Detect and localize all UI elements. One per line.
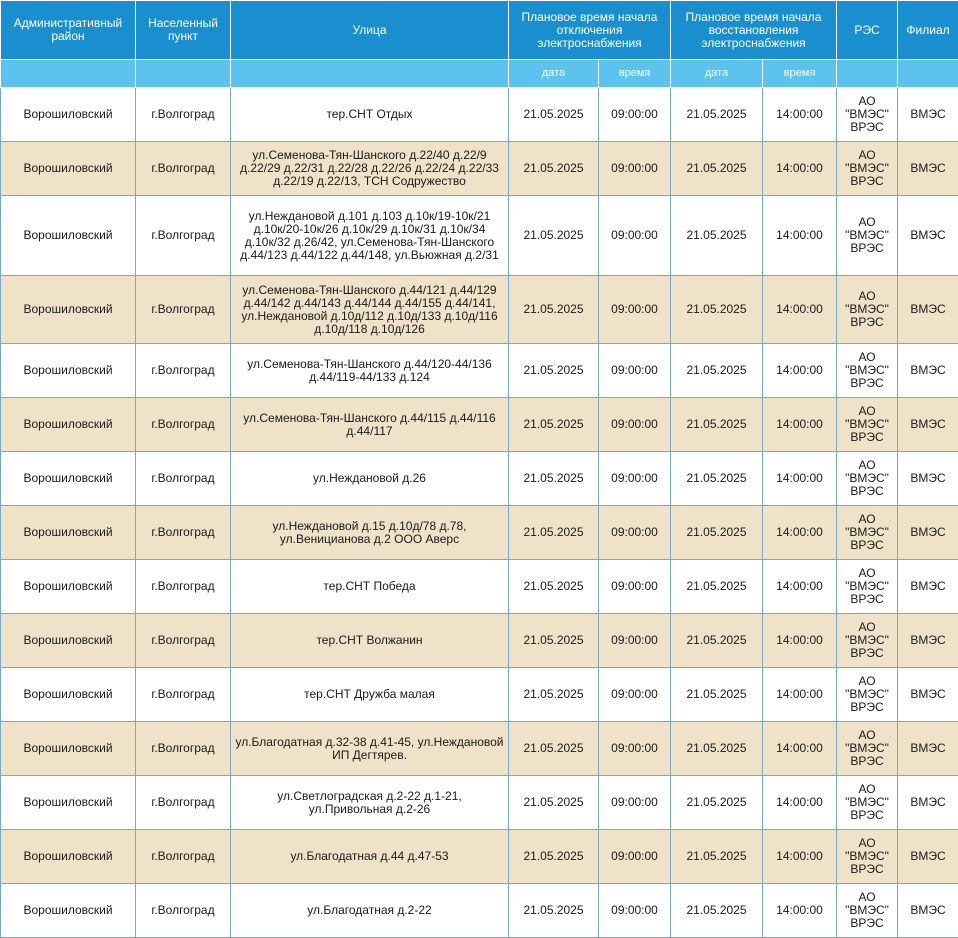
res-cell: АО "ВМЭС" ВРЭС xyxy=(837,722,898,776)
district-cell: Ворошиловский xyxy=(1,668,136,722)
off-time-cell: 09:00:00 xyxy=(599,344,671,398)
street-cell: ул.Семенова-Тян-Шанского д.44/121 д.44/129 д.44/142 д.44/143 д.44/144 д.44/155 д.44/141, ул.Неждановой д.10д/112 д.10д/133 д.10д/116 д.10д/118 д.10д/126 xyxy=(231,276,509,344)
off-time-cell: 09:00:00 xyxy=(599,614,671,668)
branch-cell: ВМЭС xyxy=(898,506,958,560)
branch-cell: ВМЭС xyxy=(898,398,958,452)
table-row xyxy=(1,142,958,196)
on-time-cell: 14:00:00 xyxy=(763,614,837,668)
on-time-cell: 14:00:00 xyxy=(763,506,837,560)
street-cell: ул.Неждановой д.26 xyxy=(231,452,509,506)
street-cell: тер.СНТ Волжанин xyxy=(231,614,509,668)
res-cell: АО "ВМЭС" ВРЭС xyxy=(837,196,898,276)
branch-cell: ВМЭС xyxy=(898,776,958,830)
res-cell: АО "ВМЭС" ВРЭС xyxy=(837,344,898,398)
locality-cell: г.Волгоград xyxy=(136,196,231,276)
street-cell: тер.СНТ Дружба малая xyxy=(231,668,509,722)
locality-cell: г.Волгоград xyxy=(136,276,231,344)
table-row xyxy=(1,344,958,398)
off-time-cell: 09:00:00 xyxy=(599,776,671,830)
res-cell: АО "ВМЭС" ВРЭС xyxy=(837,776,898,830)
subheader-empty xyxy=(136,60,231,88)
off-time-cell: 09:00:00 xyxy=(599,884,671,938)
district-cell: Ворошиловский xyxy=(1,344,136,398)
locality-cell: г.Волгоград xyxy=(136,506,231,560)
branch-cell: ВМЭС xyxy=(898,668,958,722)
off-time-cell: 09:00:00 xyxy=(599,506,671,560)
off-date-cell: 21.05.2025 xyxy=(509,614,599,668)
branch-cell: ВМЭС xyxy=(898,452,958,506)
on-date-cell: 21.05.2025 xyxy=(671,884,763,938)
on-date-cell: 21.05.2025 xyxy=(671,88,763,142)
locality-cell: г.Волгоград xyxy=(136,884,231,938)
table-row xyxy=(1,88,958,142)
off-time-cell: 09:00:00 xyxy=(599,142,671,196)
res-cell: АО "ВМЭС" ВРЭС xyxy=(837,452,898,506)
locality-cell: г.Волгоград xyxy=(136,776,231,830)
subheader-on-time: время xyxy=(763,60,837,88)
locality-cell: г.Волгоград xyxy=(136,668,231,722)
on-time-cell: 14:00:00 xyxy=(763,88,837,142)
header-res: РЭС xyxy=(837,1,898,60)
off-date-cell: 21.05.2025 xyxy=(509,276,599,344)
off-time-cell: 09:00:00 xyxy=(599,276,671,344)
res-cell: АО "ВМЭС" ВРЭС xyxy=(837,830,898,884)
district-cell: Ворошиловский xyxy=(1,276,136,344)
street-cell: ул.Благодатная д.32-38 д.41-45, ул.Неждановой ИП Дегтярев. xyxy=(231,722,509,776)
street-cell: ул.Семенова-Тян-Шанского д.44/120-44/136 д.44/119-44/133 д.124 xyxy=(231,344,509,398)
header-street: Улица xyxy=(231,1,509,60)
table-row xyxy=(1,276,958,344)
on-time-cell: 14:00:00 xyxy=(763,452,837,506)
street-cell: ул.Семенова-Тян-Шанского д.22/40 д.22/9 д.22/29 д.22/31 д.22/28 д.22/26 д.22/24 д.22/33 д.22/19 д.22/13, ТСН Содружество xyxy=(231,142,509,196)
table-row xyxy=(1,560,958,614)
on-time-cell: 14:00:00 xyxy=(763,722,837,776)
on-date-cell: 21.05.2025 xyxy=(671,776,763,830)
street-cell: тер.СНТ Отдых xyxy=(231,88,509,142)
on-date-cell: 21.05.2025 xyxy=(671,506,763,560)
off-date-cell: 21.05.2025 xyxy=(509,142,599,196)
locality-cell: г.Волгоград xyxy=(136,722,231,776)
branch-cell: ВМЭС xyxy=(898,344,958,398)
on-date-cell: 21.05.2025 xyxy=(671,452,763,506)
subheader-off-date: дата xyxy=(509,60,599,88)
off-time-cell: 09:00:00 xyxy=(599,196,671,276)
off-time-cell: 09:00:00 xyxy=(599,830,671,884)
district-cell: Ворошиловский xyxy=(1,560,136,614)
district-cell: Ворошиловский xyxy=(1,506,136,560)
on-date-cell: 21.05.2025 xyxy=(671,398,763,452)
off-time-cell: 09:00:00 xyxy=(599,722,671,776)
on-time-cell: 14:00:00 xyxy=(763,560,837,614)
on-date-cell: 21.05.2025 xyxy=(671,560,763,614)
district-cell: Ворошиловский xyxy=(1,88,136,142)
street-cell: ул.Благодатная д.2-22 xyxy=(231,884,509,938)
table-row xyxy=(1,196,958,276)
street-cell: тер.СНТ Победа xyxy=(231,560,509,614)
locality-cell: г.Волгоград xyxy=(136,614,231,668)
subheader-empty xyxy=(1,60,136,88)
res-cell: АО "ВМЭС" ВРЭС xyxy=(837,668,898,722)
branch-cell: ВМЭС xyxy=(898,196,958,276)
branch-cell: ВМЭС xyxy=(898,884,958,938)
locality-cell: г.Волгоград xyxy=(136,452,231,506)
on-date-cell: 21.05.2025 xyxy=(671,668,763,722)
off-date-cell: 21.05.2025 xyxy=(509,506,599,560)
district-cell: Ворошиловский xyxy=(1,452,136,506)
table-row xyxy=(1,506,958,560)
locality-cell: г.Волгоград xyxy=(136,88,231,142)
subheader-empty xyxy=(231,60,509,88)
table-row xyxy=(1,614,958,668)
street-cell: ул.Неждановой д.101 д.103 д.10к/19-10к/21 д.10к/20-10к/26 д.10к/29 д.10к/31 д.10к/34 д.10к/32 д.26/42, ул.Семенова-Тян-Шанского д.44/123 д.44/122 д.44/148, ул.Вьюжная д.2/31 xyxy=(231,196,509,276)
off-date-cell: 21.05.2025 xyxy=(509,668,599,722)
on-date-cell: 21.05.2025 xyxy=(671,142,763,196)
locality-cell: г.Волгоград xyxy=(136,830,231,884)
header-restore-start: Плановое время начала восстановления электроснабжения xyxy=(671,1,837,60)
off-date-cell: 21.05.2025 xyxy=(509,452,599,506)
street-cell: ул.Семенова-Тян-Шанского д.44/115 д.44/116 д.44/117 xyxy=(231,398,509,452)
table-row xyxy=(1,884,958,938)
off-date-cell: 21.05.2025 xyxy=(509,830,599,884)
on-time-cell: 14:00:00 xyxy=(763,668,837,722)
off-date-cell: 21.05.2025 xyxy=(509,884,599,938)
off-time-cell: 09:00:00 xyxy=(599,560,671,614)
off-date-cell: 21.05.2025 xyxy=(509,776,599,830)
off-date-cell: 21.05.2025 xyxy=(509,344,599,398)
table-header xyxy=(1,1,958,88)
header-branch: Филиал xyxy=(898,1,958,60)
header-locality: Населенный пункт xyxy=(136,1,231,60)
on-time-cell: 14:00:00 xyxy=(763,344,837,398)
off-date-cell: 21.05.2025 xyxy=(509,196,599,276)
locality-cell: г.Волгоград xyxy=(136,344,231,398)
district-cell: Ворошиловский xyxy=(1,142,136,196)
locality-cell: г.Волгоград xyxy=(136,142,231,196)
off-date-cell: 21.05.2025 xyxy=(509,722,599,776)
on-time-cell: 14:00:00 xyxy=(763,276,837,344)
branch-cell: ВМЭС xyxy=(898,722,958,776)
district-cell: Ворошиловский xyxy=(1,884,136,938)
street-cell: ул.Светлоградская д.2-22 д.1-21, ул.Привольная д.2-26 xyxy=(231,776,509,830)
district-cell: Ворошиловский xyxy=(1,776,136,830)
off-time-cell: 09:00:00 xyxy=(599,88,671,142)
on-time-cell: 14:00:00 xyxy=(763,196,837,276)
district-cell: Ворошиловский xyxy=(1,722,136,776)
off-date-cell: 21.05.2025 xyxy=(509,560,599,614)
subheader-on-date: дата xyxy=(671,60,763,88)
res-cell: АО "ВМЭС" ВРЭС xyxy=(837,142,898,196)
off-time-cell: 09:00:00 xyxy=(599,452,671,506)
street-cell: ул.Благодатная д.44 д.47-53 xyxy=(231,830,509,884)
on-time-cell: 14:00:00 xyxy=(763,830,837,884)
on-date-cell: 21.05.2025 xyxy=(671,276,763,344)
district-cell: Ворошиловский xyxy=(1,830,136,884)
on-date-cell: 21.05.2025 xyxy=(671,722,763,776)
table-row xyxy=(1,452,958,506)
table-row xyxy=(1,776,958,830)
table-row xyxy=(1,722,958,776)
branch-cell: ВМЭС xyxy=(898,142,958,196)
locality-cell: г.Волгоград xyxy=(136,398,231,452)
district-cell: Ворошиловский xyxy=(1,614,136,668)
table-row xyxy=(1,830,958,884)
on-time-cell: 14:00:00 xyxy=(763,776,837,830)
on-date-cell: 21.05.2025 xyxy=(671,614,763,668)
table-row xyxy=(1,398,958,452)
res-cell: АО "ВМЭС" ВРЭС xyxy=(837,614,898,668)
header-district: Административный район xyxy=(1,1,136,60)
res-cell: АО "ВМЭС" ВРЭС xyxy=(837,506,898,560)
off-time-cell: 09:00:00 xyxy=(599,668,671,722)
res-cell: АО "ВМЭС" ВРЭС xyxy=(837,398,898,452)
res-cell: АО "ВМЭС" ВРЭС xyxy=(837,88,898,142)
locality-cell: г.Волгоград xyxy=(136,560,231,614)
street-cell: ул.Неждановой д.15 д.10д/78 д.78, ул.Веницианова д.2 ООО Аверс xyxy=(231,506,509,560)
on-time-cell: 14:00:00 xyxy=(763,884,837,938)
off-time-cell: 09:00:00 xyxy=(599,398,671,452)
subheader-off-time: время xyxy=(599,60,671,88)
district-cell: Ворошиловский xyxy=(1,398,136,452)
branch-cell: ВМЭС xyxy=(898,88,958,142)
branch-cell: ВМЭС xyxy=(898,830,958,884)
branch-cell: ВМЭС xyxy=(898,614,958,668)
subheader-empty xyxy=(898,60,958,88)
off-date-cell: 21.05.2025 xyxy=(509,88,599,142)
subheader-empty xyxy=(837,60,898,88)
on-time-cell: 14:00:00 xyxy=(763,142,837,196)
branch-cell: ВМЭС xyxy=(898,276,958,344)
header-off-start: Плановое время начала отключения электроснабжения xyxy=(509,1,671,60)
on-date-cell: 21.05.2025 xyxy=(671,344,763,398)
branch-cell: ВМЭС xyxy=(898,560,958,614)
res-cell: АО "ВМЭС" ВРЭС xyxy=(837,276,898,344)
table-row xyxy=(1,668,958,722)
res-cell: АО "ВМЭС" ВРЭС xyxy=(837,884,898,938)
res-cell: АО "ВМЭС" ВРЭС xyxy=(837,560,898,614)
off-date-cell: 21.05.2025 xyxy=(509,398,599,452)
on-date-cell: 21.05.2025 xyxy=(671,196,763,276)
on-time-cell: 14:00:00 xyxy=(763,398,837,452)
table-body xyxy=(1,88,958,938)
on-date-cell: 21.05.2025 xyxy=(671,830,763,884)
district-cell: Ворошиловский xyxy=(1,196,136,276)
